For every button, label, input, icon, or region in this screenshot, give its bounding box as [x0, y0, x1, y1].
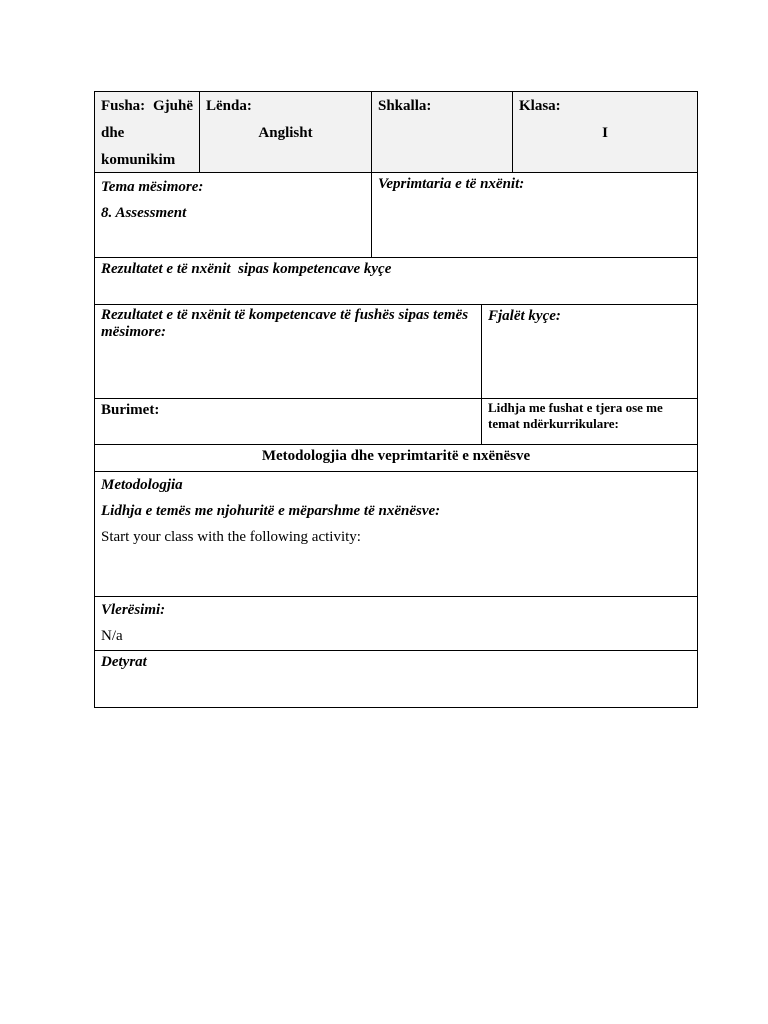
- fusha-first-line: [101, 93, 193, 120]
- rezultatet-fushes-label: Rezultatet e të nxënit të kompetencave të fushës sipas temës mësimore:: [101, 307, 469, 340]
- lesson-plan-table: [94, 91, 698, 708]
- tema-row: [95, 173, 697, 258]
- metodologjia-header-cell: [95, 445, 697, 471]
- metodologjia-header-row: [95, 445, 697, 472]
- fusha-value-line-3: komunikim: [101, 152, 176, 168]
- burimet-row: [95, 399, 697, 445]
- burimet-cell: [95, 399, 481, 444]
- rezultatet-fushes-cell: [95, 305, 481, 398]
- fjalet-kyce-cell: [481, 305, 697, 398]
- metodologjia-activity-text: Start your class with the following activity:: [101, 529, 361, 545]
- lenda-cell: [199, 92, 371, 172]
- metodologjia-row: [95, 472, 697, 597]
- shkalla-cell: [371, 92, 512, 172]
- metodologjia-label: Metodologjia: [101, 477, 183, 493]
- vleresimi-row: [95, 597, 697, 651]
- vleresimi-value: N/a: [101, 628, 123, 644]
- rezultatet-kyce-cell: [95, 258, 697, 304]
- rezultatet-kyce-row: [95, 258, 697, 305]
- metodologjia-header-label: Metodologjia dhe veprimtaritë e nxënësve: [261, 448, 531, 464]
- rezultatet-kyce-label: Rezultatet e të nxënit sipas kompetencave kyçe: [101, 261, 392, 277]
- veprimtaria-cell: [371, 173, 697, 257]
- metodologjia-cell: [95, 472, 697, 596]
- rezultatet-fushes-row: [95, 305, 697, 399]
- shkalla-label: Shkalla:: [378, 98, 432, 114]
- fusha-label: Fusha:: [101, 98, 146, 114]
- fjalet-kyce-label: Fjalët kyçe:: [488, 308, 561, 324]
- tema-label: Tema mësimore:: [101, 179, 204, 195]
- burimet-label: Burimet:: [101, 402, 160, 418]
- fusha-value-line-2: dhe: [101, 125, 125, 141]
- lenda-label: Lënda:: [206, 98, 252, 114]
- detyrat-cell: [95, 651, 697, 707]
- lidhja-fushat-label: Lidhja me fushat e tjera ose me temat ndërkurrikulare:: [488, 400, 663, 431]
- lidhja-fushat-cell: [481, 399, 697, 444]
- vleresimi-cell: [95, 597, 697, 650]
- klasa-label: Klasa:: [519, 98, 561, 114]
- header-row: [95, 92, 697, 173]
- fusha-value-line-1: Gjuhë: [152, 98, 193, 114]
- vleresimi-label: Vlerësimi:: [101, 602, 166, 618]
- fusha-cell: [95, 92, 199, 172]
- veprimtaria-label: Veprimtaria e të nxënit:: [378, 176, 525, 192]
- tema-value: 8. Assessment: [101, 205, 187, 221]
- metodologjia-lidhja-label: Lidhja e temës me njohuritë e mëparshme të nxënësve:: [101, 503, 441, 519]
- tema-cell: [95, 173, 371, 257]
- lenda-value: Anglisht: [258, 125, 313, 141]
- klasa-cell: [512, 92, 697, 172]
- klasa-value: I: [602, 125, 608, 141]
- detyrat-row: [95, 651, 697, 707]
- detyrat-label: Detyrat: [101, 654, 147, 670]
